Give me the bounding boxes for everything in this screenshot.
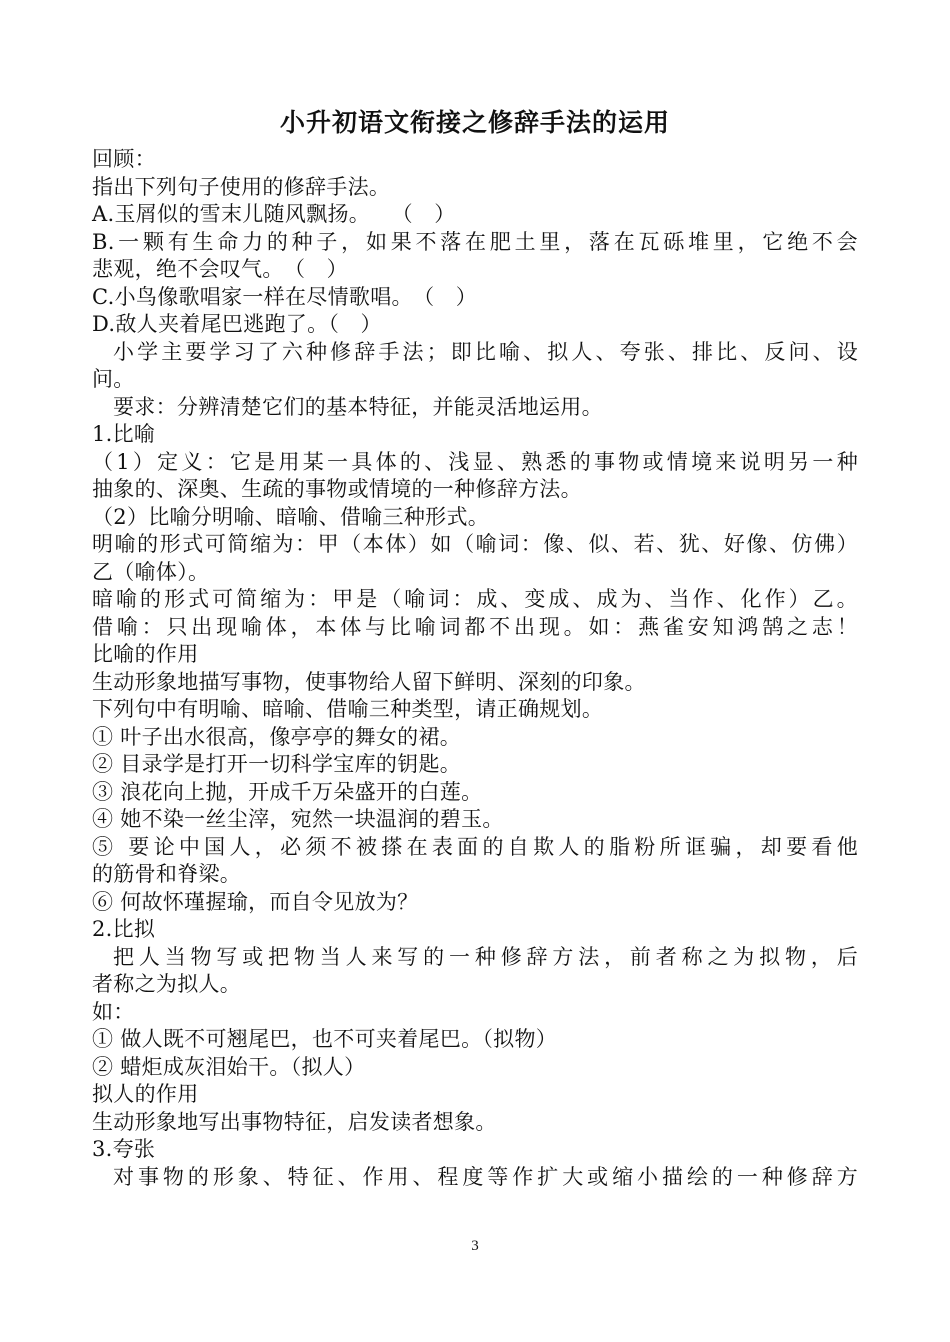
text-line: 回顾： [92, 147, 156, 171]
text-line: 1.比喻 [92, 422, 156, 446]
text-line: A.玉屑似的雪末儿随风飘扬。 （ ） [92, 202, 456, 226]
text-line: 暗喻的形式可简缩为：甲是（喻词：成、变成、成为、当作、化作）乙。 [92, 587, 858, 611]
text-line: 2.比拟 [92, 917, 156, 941]
text-line: （2）比喻分明喻、暗喻、借喻三种形式。 [92, 504, 490, 529]
text-line: 如： [92, 999, 135, 1024]
text-line: 下列句中有明喻、暗喻、借喻三种类型，请正确规划。 [92, 697, 604, 721]
text-line: ⑥ 何故怀瑾握瑜，而自令见放为？ [92, 889, 419, 914]
text-line: 小学主要学习了六种修辞手法；即比喻、拟人、夸张、排比、反问、设 [113, 339, 858, 364]
text-line: 对事物的形象、特征、作用、程度等作扩大或缩小描绘的一种修辞方 [113, 1164, 858, 1189]
text-line: ③ 浪花向上抛，开成千万朵盛开的白莲。 [92, 779, 483, 804]
text-line: 明喻的形式可简缩为：甲（本体）如（喻词：像、似、若、犹、好像、仿佛） [92, 532, 858, 556]
text-line: ⑤ 要论中国人，必须不被搽在表面的自欺人的脂粉所诓骗，却要看他 [92, 834, 858, 859]
text-line: 抽象的、深奥、生疏的事物或情境的一种修辞方法。 [92, 477, 582, 501]
text-line: ② 目录学是打开一切科学宝库的钥匙。 [92, 752, 462, 776]
text-line: 悲观，绝不会叹气。 （ ） [92, 257, 348, 281]
text-line: 要求：分辨清楚它们的基本特征，并能灵活地运用。 [113, 394, 603, 419]
page-number: 3 [471, 1238, 479, 1254]
document-page [92, 100, 858, 1191]
document-body [92, 146, 858, 1191]
text-line: ④ 她不染一丝尘滓，宛然一块温润的碧玉。 [92, 807, 504, 831]
text-line: 乙（喻体）。 [92, 559, 210, 584]
text-line: 生动形象地写出事物特征，启发读者想象。 [92, 1109, 497, 1134]
document-title: 小升初语文衔接之修辞手法的运用 [279, 108, 670, 137]
text-line: D.敌人夹着尾巴逃跑了。（ ） [92, 312, 382, 336]
text-line: 指出下列句子使用的修辞手法。 [92, 174, 391, 199]
text-line: 3.夸张 [92, 1137, 156, 1161]
text-line: ① 做人既不可翘尾巴，也不可夹着尾巴。（拟物） [92, 1027, 558, 1051]
text-line: 借喻：只出现喻体，本体与比喻词都不出现。如：燕雀安知鸿鹄之志！ [92, 614, 858, 639]
text-line: 的筋骨和脊梁。 [92, 862, 242, 886]
text-line: C.小鸟像歌唱家一样在尽情歌唱。 （ ） [92, 284, 477, 309]
text-line: 把人当物写或把物当人来写的一种修辞方法，前者称之为拟物，后 [113, 944, 858, 969]
text-line: B.一颗有生命力的种子，如果不落在肥土里，落在瓦砾堆里，它绝不会 [92, 229, 858, 254]
text-line: 者称之为拟人。 [92, 972, 242, 996]
text-line: ① 叶子出水很高，像亭亭的舞女的裙。 [92, 724, 462, 749]
text-line: 拟人的作用 [92, 1082, 199, 1106]
text-line: （1）定义：它是用某一具体的、浅显、熟悉的事物或情境来说明另一种 [92, 449, 858, 474]
text-line: 问。 [92, 367, 135, 391]
text-line: ② 蜡炬成灰泪始干。（拟人） [92, 1054, 366, 1079]
text-line: 比喻的作用 [92, 642, 199, 666]
text-line: 生动形象地描写事物，使事物给人留下鲜明、深刻的印象。 [92, 669, 646, 694]
